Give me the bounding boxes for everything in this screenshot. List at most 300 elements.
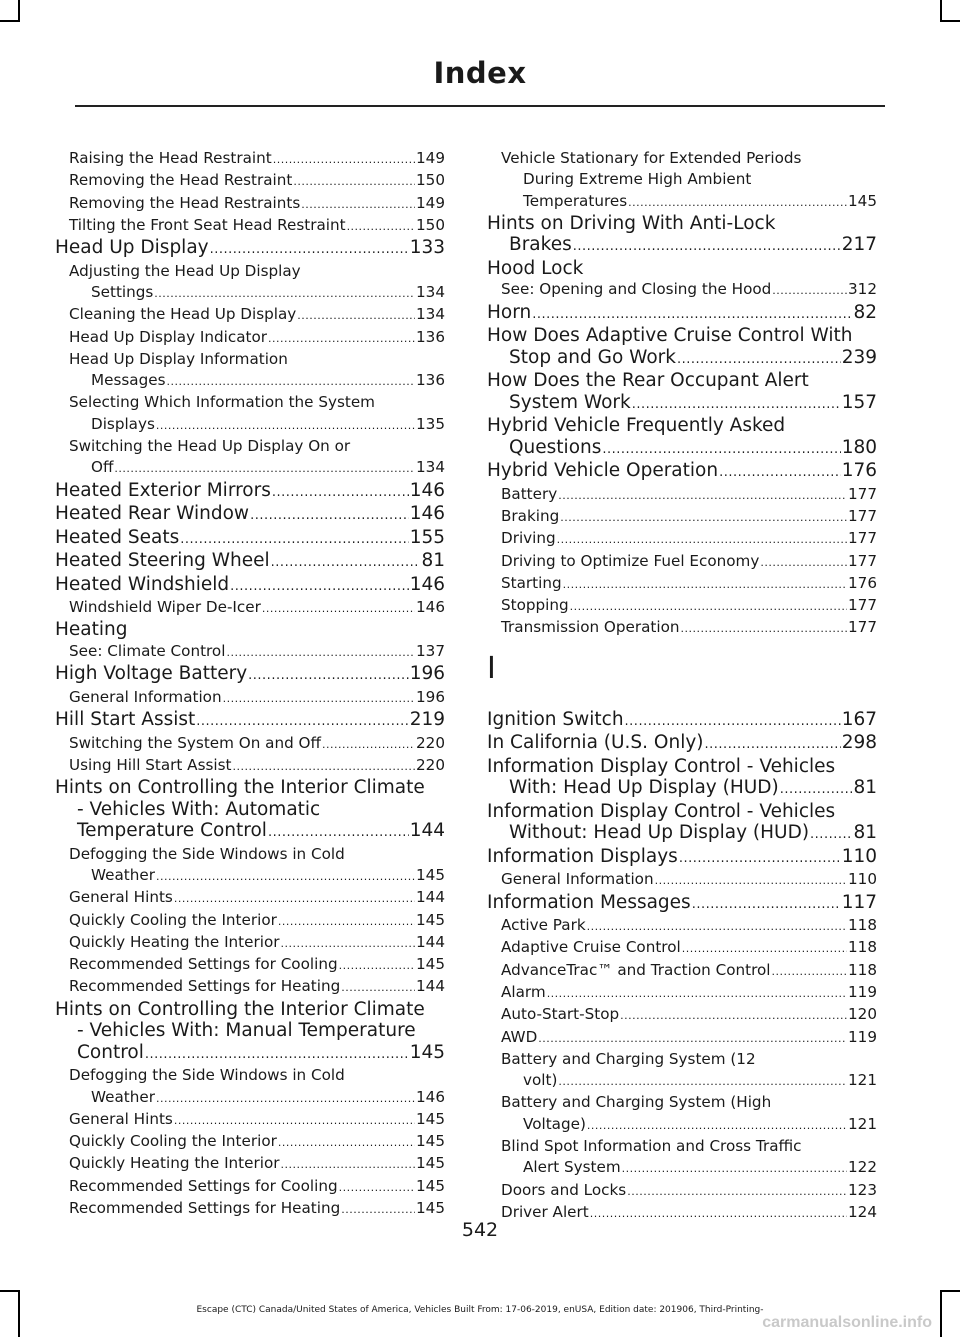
dot-leader (156, 865, 415, 887)
page-reference: 135 (416, 414, 445, 433)
page-reference: 144 (416, 888, 445, 907)
dot-leader (558, 1070, 847, 1092)
entry-text: During Extreme High Ambient (523, 170, 752, 189)
crop-mark (0, 1290, 20, 1292)
dot-leader (620, 1004, 847, 1026)
page-reference: 180 (841, 436, 877, 458)
entry-text: Alert System (523, 1158, 621, 1177)
dot-leader (174, 887, 415, 909)
dot-leader (622, 1157, 847, 1179)
page-reference: 150 (416, 171, 445, 190)
entry-text: Hill Start Assist (55, 709, 196, 731)
dot-leader (278, 910, 415, 932)
page-reference: 146 (416, 1087, 445, 1106)
index-entry (487, 437, 877, 461)
dot-leader (538, 1027, 847, 1049)
index-entry (55, 1042, 445, 1066)
entry-text: Heated Rear Window (55, 503, 250, 525)
index-entry (55, 550, 445, 574)
index-entry (487, 234, 877, 258)
entry-text: Removing the Head Restraint (69, 171, 293, 190)
index-entry (487, 846, 877, 870)
index-subentry (487, 169, 877, 190)
index-subentry (55, 1153, 445, 1175)
index-entry (55, 527, 445, 551)
page-reference: 146 (416, 598, 445, 617)
entry-text: Switching the System On and Off (69, 733, 321, 752)
index-subentry (487, 279, 877, 301)
index-subentry (55, 148, 445, 170)
dot-leader (692, 892, 841, 916)
entry-text: Information Display Control - Vehicles (487, 800, 836, 822)
entry-text: AWD (501, 1027, 538, 1046)
dot-leader (196, 709, 408, 733)
entry-text: Switching the Head Up Display On or (69, 437, 351, 456)
entry-text: Quickly Cooling the Interior (69, 910, 277, 929)
entry-text: Defogging the Side Windows in Cold (69, 1066, 345, 1085)
page-reference: 145 (416, 865, 445, 884)
dot-leader (280, 932, 415, 954)
entry-text: Hints on Controlling the Interior Climate (55, 998, 425, 1020)
entry-text: Alarm (501, 982, 546, 1001)
index-subentry (55, 976, 445, 998)
entry-text: General Information (501, 870, 654, 889)
dot-leader (719, 460, 841, 484)
index-subentry (487, 595, 877, 617)
entry-text: Battery and Charging System (12 (501, 1049, 756, 1068)
dot-leader (628, 191, 847, 213)
entry-text: Without: Head Up Display (HUD) (509, 822, 810, 844)
index-subentry (55, 597, 445, 619)
index-subentry (487, 506, 877, 528)
dot-leader (180, 527, 408, 551)
page-reference: 177 (848, 596, 877, 615)
index-entry (55, 799, 445, 821)
crop-mark (940, 1290, 960, 1292)
entry-text: Stopping (501, 596, 569, 615)
dot-leader (780, 777, 853, 801)
entry-text: Head Up Display Indicator (69, 327, 268, 346)
dot-leader (563, 573, 847, 595)
dot-leader (156, 1087, 415, 1109)
entry-text: Questions (509, 436, 602, 458)
crop-mark (940, 0, 942, 22)
index-entry (487, 302, 877, 326)
index-entry (487, 370, 877, 392)
index-entry (55, 709, 445, 733)
index-subentry (55, 954, 445, 976)
index-subentry (55, 1198, 445, 1220)
entry-text: Information Displays (487, 845, 678, 867)
index-entry (487, 347, 877, 371)
page-reference: 81 (853, 777, 877, 799)
footer-text: Escape (CTC) Canada/United States of America, Vehicles Built From: 17-06-2019, enUSA, Edition date: 201906, Third-Printing- (196, 1305, 764, 1315)
entry-text: - Vehicles With: Automatic (77, 798, 321, 820)
page-reference: 167 (841, 708, 877, 730)
page-reference: 176 (841, 460, 877, 482)
index-entry (487, 822, 877, 846)
page-reference: 196 (409, 663, 445, 685)
index-subentry (55, 910, 445, 932)
dot-leader (679, 846, 841, 870)
entry-text: Heated Steering Wheel (55, 550, 270, 572)
entry-text: General Hints (69, 1109, 173, 1128)
index-subentry (55, 304, 445, 326)
dot-leader (772, 960, 848, 982)
entry-text: Head Up Display (55, 237, 209, 259)
index-column-right (487, 148, 877, 1224)
dot-leader (705, 732, 841, 756)
index-entry (55, 237, 445, 261)
dot-leader (347, 215, 415, 237)
page-reference: 134 (416, 282, 445, 301)
page-reference: 176 (848, 573, 877, 592)
entry-text: Ignition Switch (487, 708, 624, 730)
entry-text: Hints on Controlling the Interior Climate (55, 777, 425, 799)
entry-text: Voltage) (523, 1114, 586, 1133)
dot-leader (602, 437, 840, 461)
entry-text: Settings (91, 282, 154, 301)
index-subentry (55, 1176, 445, 1198)
page-reference: 145 (416, 910, 445, 929)
entry-text: Heated Seats (55, 526, 180, 548)
index-subentry (55, 414, 445, 436)
dot-leader (681, 617, 847, 639)
index-subentry (487, 1070, 877, 1092)
index-subentry (487, 1092, 877, 1113)
dot-leader (210, 237, 409, 261)
entry-text: Hood Lock (487, 257, 584, 279)
page-reference: 121 (848, 1071, 877, 1090)
page-reference: 134 (416, 305, 445, 324)
page-reference: 145 (416, 955, 445, 974)
crop-mark (0, 20, 20, 22)
entry-text: Brakes (509, 234, 572, 256)
index-subentry (55, 436, 445, 457)
page-reference: 145 (848, 191, 877, 210)
page-reference: 177 (848, 484, 877, 503)
dot-leader (271, 550, 421, 574)
entry-text: Braking (501, 506, 560, 525)
page-reference: 82 (853, 301, 877, 323)
entry-text: AdvanceTrac™ and Traction Control (501, 960, 771, 979)
dot-leader (280, 1153, 415, 1175)
dot-leader (156, 414, 415, 436)
dot-leader (587, 1114, 847, 1136)
header-rule (75, 105, 885, 107)
dot-leader (557, 528, 847, 550)
dot-leader (341, 976, 415, 998)
dot-leader (547, 982, 847, 1004)
page-reference: 220 (416, 755, 445, 774)
entry-text: Control (77, 1041, 144, 1063)
dot-leader (145, 1042, 409, 1066)
entry-text: Vehicle Stationary for Extended Periods (501, 149, 802, 167)
index-subentry (55, 887, 445, 909)
index-subentry (487, 1136, 877, 1157)
page-reference: 144 (416, 977, 445, 996)
entry-text: General Information (69, 687, 222, 706)
dot-leader (166, 370, 415, 392)
entry-text: Recommended Settings for Heating (69, 977, 341, 996)
entry-text: Temperature Control (77, 820, 267, 842)
entry-text: Tilting the Front Seat Head Restraint (69, 215, 346, 234)
entry-text: Driver Alert (501, 1202, 589, 1221)
dot-leader (760, 551, 847, 573)
index-subentry (55, 457, 445, 479)
index-entry (487, 460, 877, 484)
entry-text: Weather (91, 865, 155, 884)
dot-leader (114, 457, 415, 479)
dot-leader (632, 392, 841, 416)
index-entry (55, 663, 445, 687)
entry-text: Stop and Go Work (509, 346, 677, 368)
index-subentry (487, 1049, 877, 1070)
entry-text: Head Up Display Information (69, 349, 288, 368)
page-reference: 177 (848, 506, 877, 525)
entry-text: How Does the Rear Occupant Alert (487, 370, 809, 392)
dot-leader (273, 148, 415, 170)
page-reference: 110 (841, 845, 877, 867)
index-subentry (487, 1004, 877, 1026)
entry-text: Windshield Wiper De-Icer (69, 598, 261, 617)
index-entry (487, 777, 877, 801)
index-entry (487, 213, 877, 235)
dot-leader (226, 641, 415, 663)
index-subentry (487, 573, 877, 595)
dot-leader (339, 1176, 415, 1198)
index-subentry (55, 170, 445, 192)
page-reference: 118 (848, 916, 877, 935)
page-reference: 136 (416, 371, 445, 390)
index-entry (55, 503, 445, 527)
page-reference: 81 (853, 822, 877, 844)
index-subentry (55, 392, 445, 413)
entry-text: Hybrid Vehicle Operation (487, 460, 719, 482)
entry-text: Horn (487, 301, 532, 323)
page-reference: 146 (409, 573, 445, 595)
index-subentry (487, 1027, 877, 1049)
entry-text: Hybrid Vehicle Frequently Asked (487, 415, 786, 437)
page-reference: 133 (409, 237, 445, 259)
dot-leader (293, 170, 415, 192)
entry-text: - Vehicles With: Manual Temperature (77, 1020, 416, 1042)
dot-leader (558, 484, 847, 506)
page-reference: 144 (416, 932, 445, 951)
page-reference: 120 (848, 1005, 877, 1024)
index-entry (487, 892, 877, 916)
index-entry (55, 777, 445, 799)
entry-text: Heated Exterior Mirrors (55, 479, 271, 501)
entry-text: Driving (501, 529, 556, 548)
page-title: Index (433, 56, 527, 90)
page-reference: 134 (416, 458, 445, 477)
entry-text: Quickly Cooling the Interior (69, 1132, 277, 1151)
page-reference: 155 (409, 526, 445, 548)
index-subentry (55, 865, 445, 887)
index-subentry (487, 484, 877, 506)
entry-text: Defogging the Side Windows in Cold (69, 844, 345, 863)
dot-leader (627, 1180, 847, 1202)
entry-text: Recommended Settings for Heating (69, 1199, 341, 1217)
page-reference: 145 (416, 1199, 445, 1217)
index-subentry (55, 733, 445, 755)
page-number: 542 (461, 1219, 499, 1241)
entry-text: How Does Adaptive Cruise Control With (487, 325, 853, 347)
page-reference: 145 (409, 1041, 445, 1063)
page-reference: 149 (416, 149, 445, 167)
index-subentry (55, 193, 445, 215)
index-entry (55, 820, 445, 844)
index-entry (55, 619, 445, 641)
dot-leader (570, 595, 847, 617)
dot-leader (262, 597, 415, 619)
page-reference: 149 (416, 193, 445, 212)
page-reference: 119 (848, 1027, 877, 1046)
dot-leader (560, 506, 847, 528)
entry-text: System Work (509, 391, 631, 413)
page-reference: 298 (841, 732, 877, 754)
dot-leader (268, 820, 409, 844)
page-reference: 146 (409, 503, 445, 525)
entry-text: Transmission Operation (501, 618, 680, 637)
entry-text: Temperatures (523, 191, 628, 210)
watermark: carmanualsonline.info (762, 1314, 932, 1331)
dot-leader (297, 304, 415, 326)
dot-leader (272, 480, 409, 504)
index-entry (487, 801, 877, 823)
dot-leader (655, 869, 847, 891)
entry-text: Auto-Start-Stop (501, 1005, 620, 1024)
index-subentry (55, 641, 445, 663)
index-subentry (55, 261, 445, 282)
entry-text: Quickly Heating the Interior (69, 932, 280, 951)
crop-mark (18, 0, 20, 22)
entry-text: Doors and Locks (501, 1180, 627, 1199)
entry-text: High Voltage Battery (55, 663, 248, 685)
index-entry (55, 1020, 445, 1042)
index-subentry (55, 1087, 445, 1109)
dot-leader (223, 687, 415, 709)
dot-leader (587, 915, 847, 937)
index-entry (487, 732, 877, 756)
page-reference: 122 (848, 1158, 877, 1177)
page-reference: 145 (416, 1154, 445, 1173)
page-reference: 145 (416, 1132, 445, 1151)
dot-leader (772, 279, 847, 301)
index-subentry (55, 755, 445, 777)
entry-text: Recommended Settings for Cooling (69, 1176, 338, 1195)
page-reference: 145 (416, 1109, 445, 1128)
entry-text: Active Park (501, 916, 586, 935)
page-reference: 239 (841, 346, 877, 368)
dot-leader (174, 1109, 415, 1131)
index-subentry (487, 937, 877, 959)
index-subentry (487, 148, 877, 169)
index-subentry (487, 617, 877, 639)
entry-text: Adaptive Cruise Control (501, 938, 681, 957)
entry-text: Blind Spot Information and Cross Traffic (501, 1137, 802, 1156)
index-subentry (487, 869, 877, 891)
page-reference: 81 (421, 550, 445, 572)
dot-leader (268, 327, 415, 349)
entry-text: Selecting Which Information the System (69, 393, 375, 412)
page-reference: 136 (416, 327, 445, 346)
entry-text: Hints on Driving With Anti-Lock (487, 212, 776, 234)
index-subentry (487, 960, 877, 982)
page-reference: 177 (848, 618, 877, 637)
page-reference: 124 (848, 1202, 877, 1221)
entry-text: Displays (91, 414, 155, 433)
index-letter-heading: I (487, 650, 496, 686)
entry-text: volt) (523, 1071, 558, 1090)
page-reference: 312 (848, 280, 877, 299)
entry-text: Off (91, 458, 114, 477)
page-reference: 220 (416, 733, 445, 752)
index-entry (487, 756, 877, 778)
page-reference: 119 (848, 982, 877, 1001)
index-subentry (55, 932, 445, 954)
index-subentry (487, 982, 877, 1004)
index-entry (55, 574, 445, 598)
page-reference: 145 (416, 1176, 445, 1195)
entry-text: Quickly Heating the Interior (69, 1154, 280, 1173)
index-subentry (487, 1114, 877, 1136)
index-subentry (55, 327, 445, 349)
entry-text: In California (U.S. Only) (487, 732, 704, 754)
index-entry (487, 709, 877, 733)
entry-text: Battery (501, 484, 558, 503)
index-subentry (55, 1131, 445, 1153)
index-subentry (487, 1180, 877, 1202)
crop-mark (940, 20, 960, 22)
page-reference: 144 (409, 820, 445, 842)
dot-leader (278, 1131, 415, 1153)
entry-text: Starting (501, 573, 562, 592)
index-entry (487, 258, 877, 280)
entry-text: Information Messages (487, 891, 691, 913)
index-subentry (487, 1157, 877, 1179)
entry-text: Information Display Control - Vehicles (487, 755, 836, 777)
page-reference: 121 (848, 1114, 877, 1133)
dot-leader (154, 282, 415, 304)
index-subentry (487, 528, 877, 550)
page-reference: 110 (848, 870, 877, 889)
page-reference: 123 (848, 1180, 877, 1199)
index-subentry (55, 215, 445, 237)
page-reference: 177 (848, 551, 877, 570)
page-reference: 196 (416, 687, 445, 706)
dot-leader (301, 193, 415, 215)
index-entry (55, 480, 445, 504)
dot-leader (232, 755, 415, 777)
dot-leader (677, 347, 841, 371)
page-reference: 219 (409, 709, 445, 731)
entry-text: Messages (91, 371, 166, 390)
page-reference: 117 (841, 891, 877, 913)
entry-text: Battery and Charging System (High (501, 1093, 772, 1112)
index-subentry (487, 915, 877, 937)
index-entry (487, 415, 877, 437)
page-reference: 157 (841, 391, 877, 413)
page-reference: 177 (848, 529, 877, 548)
entry-text: Heated Windshield (55, 573, 230, 595)
entry-text: See: Climate Control (69, 641, 226, 660)
entry-text: Adjusting the Head Up Display (69, 261, 301, 280)
dot-leader (682, 937, 847, 959)
entry-text: Weather (91, 1087, 155, 1106)
index-subentry (487, 191, 877, 213)
